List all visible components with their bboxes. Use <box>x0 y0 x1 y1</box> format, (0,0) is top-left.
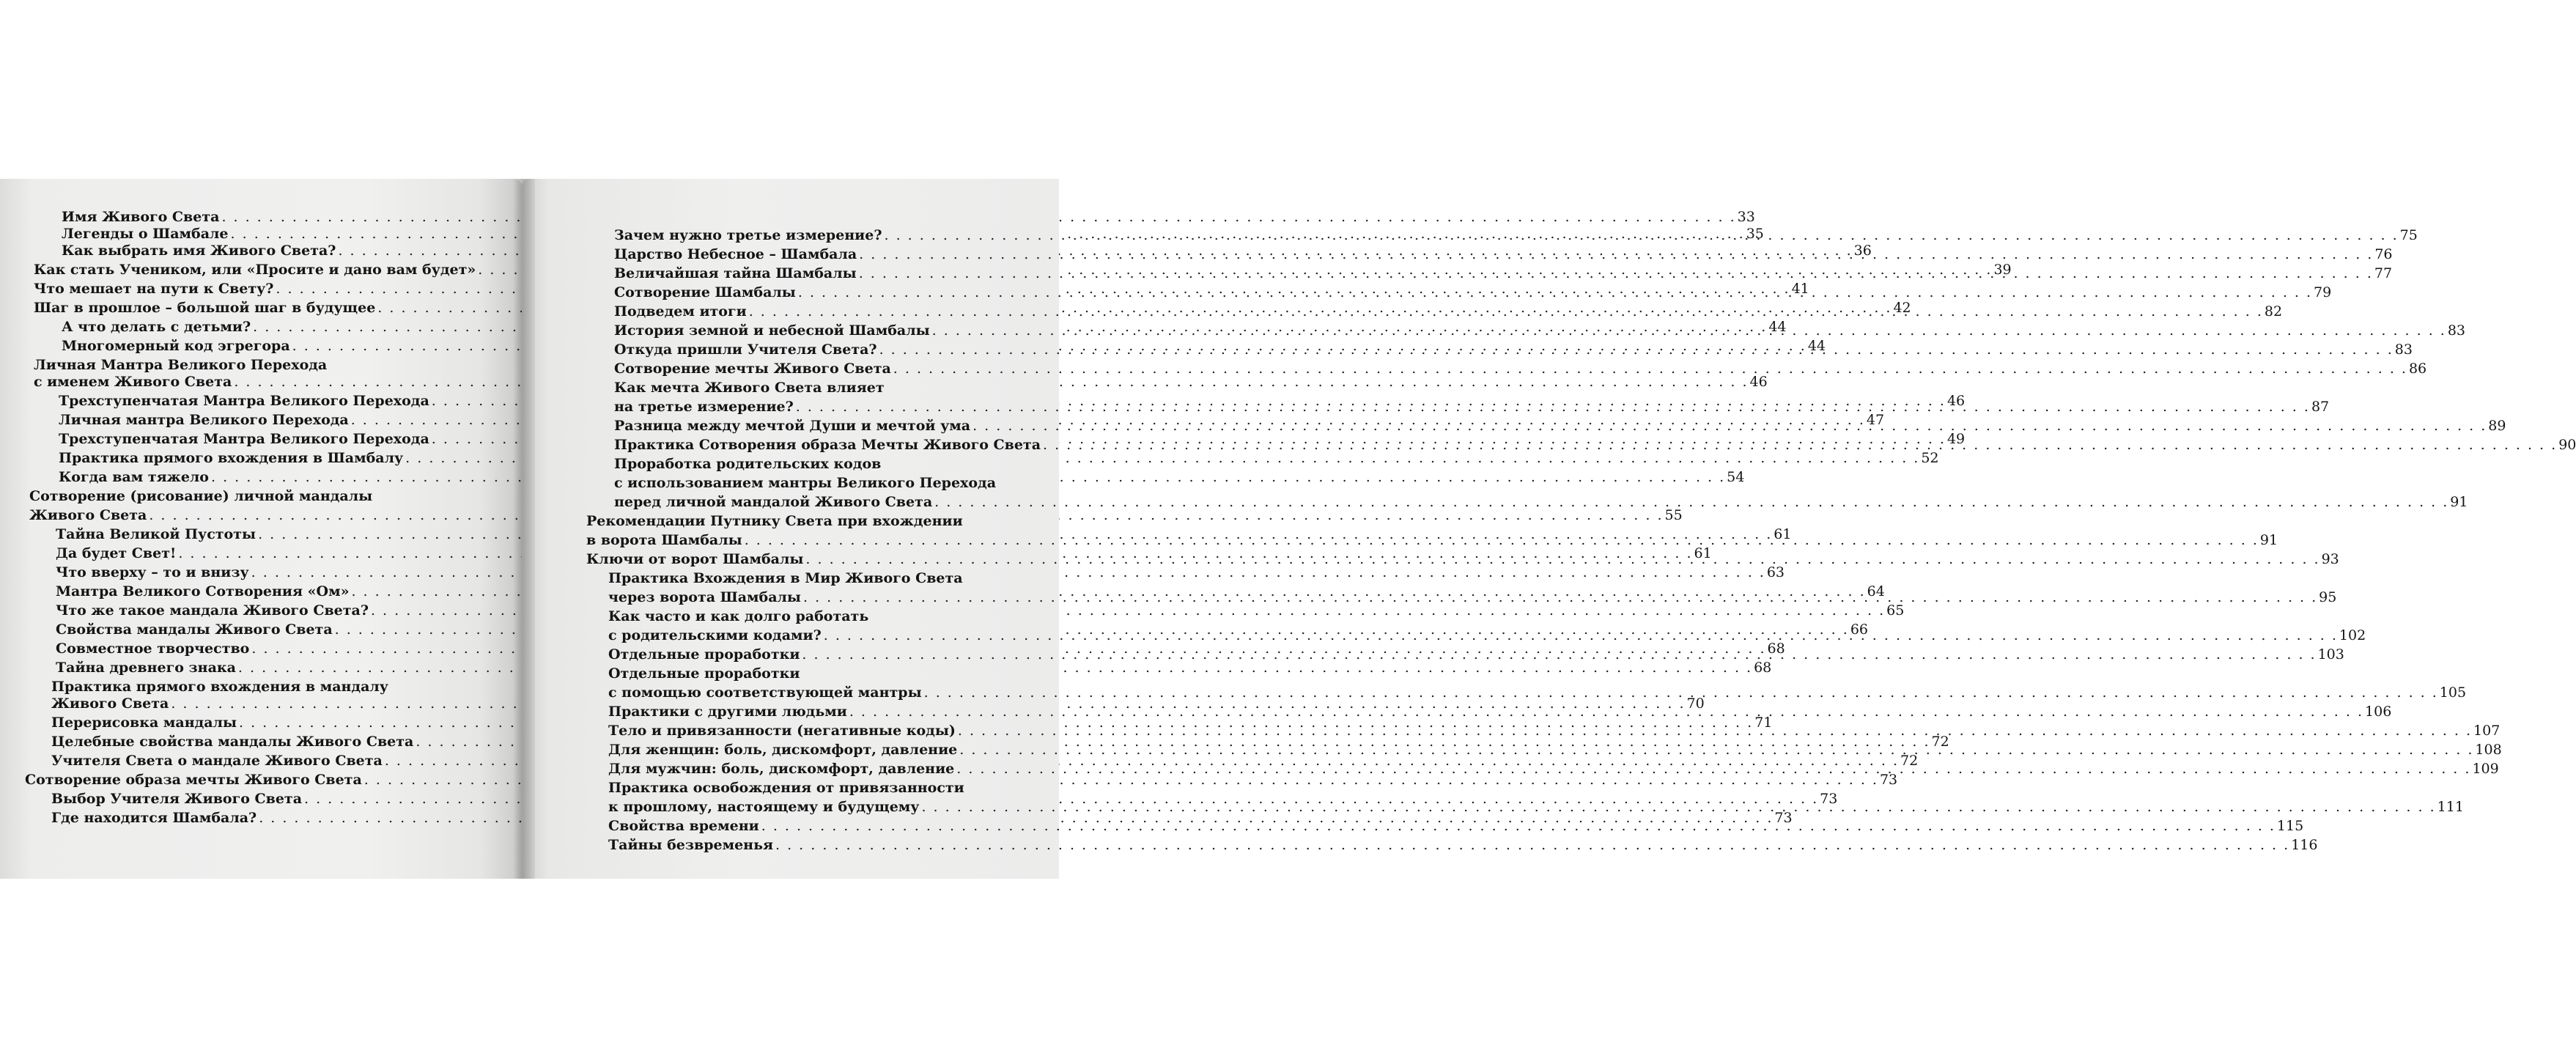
toc-entry <box>614 359 2427 378</box>
toc-entry-page: 54 <box>1727 469 1745 485</box>
dot-leader <box>745 531 2259 550</box>
toc-entry-title: Проработка родительских кодов <box>614 456 882 472</box>
dot-leader <box>775 835 2289 855</box>
toc-entry-title: История земной и небесной Шамбалы <box>614 322 930 339</box>
toc-entry-page: 86 <box>2408 361 2427 377</box>
dot-leader <box>958 721 2472 740</box>
toc-entry-page: 107 <box>2473 723 2501 739</box>
dot-leader <box>885 226 2399 245</box>
dot-leader <box>749 302 2263 321</box>
toc-entry-page: 77 <box>2374 265 2393 281</box>
toc-entry-title: Когда вам тяжело <box>59 469 209 485</box>
toc-entry <box>608 569 963 588</box>
toc-entry <box>614 473 996 492</box>
toc-entry-title: с родительскими кодами? <box>608 627 822 643</box>
toc-entry-title: Живого Света <box>29 507 147 523</box>
toc-entry-title: в ворота Шамбалы <box>586 532 742 548</box>
toc-entry-page: 68 <box>1767 641 1785 657</box>
toc-entry-page: 106 <box>2365 704 2392 720</box>
dot-leader <box>973 416 2487 435</box>
toc-entry-title: Как выбрать имя Живого Света? <box>62 243 336 259</box>
dot-leader <box>934 492 2448 512</box>
dot-leader <box>932 321 2446 340</box>
toc-entry-page: 73 <box>1820 791 1838 807</box>
toc-entry-page: 33 <box>1737 209 1755 225</box>
toc-entry-title: Разница между мечтой Души и мечтой ума <box>614 418 971 434</box>
toc-entry-title: Трехступенчатая Мантра Великого Перехода <box>59 393 429 409</box>
toc-entry-page: 71 <box>1754 715 1773 731</box>
toc-entry-page: 36 <box>1853 243 1872 259</box>
toc-entry-title: Учителя Света о мандале Живого Света <box>51 753 383 769</box>
toc-entry-page: 41 <box>1791 281 1809 297</box>
toc-entry-page: 75 <box>2399 227 2418 243</box>
toc-entry-page: 87 <box>2311 399 2330 415</box>
toc-entry-title: Величайшая тайна Шамбалы <box>614 265 857 281</box>
toc-entry-page: 95 <box>2319 589 2337 605</box>
toc-entry-title: с именем Живого Света <box>34 374 232 390</box>
toc-entry-title: Тело и привязанности (негативные коды) <box>608 723 956 739</box>
toc-entry-title: Практика прямого вхождения в Шамбалу <box>59 450 404 466</box>
toc-entry-title: на третье измерение? <box>614 399 794 415</box>
dot-leader <box>924 683 2438 702</box>
toc-entry-title: Тайна Великой Пустоты <box>56 526 257 542</box>
toc-entry-title: Практика освобождения от привязанности <box>608 780 964 796</box>
toc-entry <box>614 378 885 397</box>
toc-entry-title: Личная мантра Великого Перехода <box>59 412 349 428</box>
toc-entry-title: Для женщин: боль, дискомфорт, давление <box>608 742 958 758</box>
toc-entry-title: Отдельные проработки <box>608 646 800 663</box>
toc-entry-page: 73 <box>1879 772 1898 788</box>
toc-entry-page: 115 <box>2276 818 2304 834</box>
toc-entry-title: Практика Сотворения образа Мечты Живого Света <box>614 437 1041 453</box>
dot-leader <box>805 550 2319 569</box>
toc-entry <box>608 607 868 626</box>
toc-entry-page: 44 <box>1807 338 1826 354</box>
toc-entry-page: 61 <box>1694 545 1712 561</box>
toc-entry-page: 46 <box>1946 393 1966 409</box>
toc-entry-title: Как стать Учеником, или «Просите и дано вам будет» <box>34 262 476 278</box>
toc-entry-title: Тайны безвременья <box>608 837 774 853</box>
toc-entry-title: Выбор Учителя Живого Света <box>51 791 302 807</box>
toc-entry-title: Живого Света <box>51 695 169 712</box>
toc-entry <box>608 664 800 683</box>
toc-entry-page: 91 <box>2450 494 2468 510</box>
toc-entry-title: Царство Небесное – Шамбала <box>614 246 857 262</box>
toc-entry-title: Свойства мандалы Живого Света <box>56 621 333 638</box>
toc-entry-title: Практика Вхождения в Мир Живого Света <box>608 570 963 586</box>
toc-entry-title: Трехступенчатая Мантра Великого Перехода <box>59 431 429 447</box>
toc-entry-title: Сотворение мечты Живого Света <box>614 361 891 377</box>
toc-entry-title: Целебные свойства мандалы Живого Света <box>51 734 414 750</box>
toc-entry-title: Да будет Свет! <box>56 545 177 561</box>
toc-entry-page: 68 <box>1754 660 1772 676</box>
toc-entry-title: Совместное творчество <box>56 641 250 657</box>
toc-entry-title: Сотворение образа мечты Живого Света <box>25 772 362 788</box>
toc-entry-title: через ворота Шамбалы <box>608 589 801 605</box>
dot-leader <box>859 245 2373 264</box>
toc-entry <box>614 492 2468 512</box>
toc-entry-title: Перерисовка мандалы <box>51 715 237 731</box>
toc-entry-title: Для мужчин: боль, дискомфорт, давление <box>608 761 955 777</box>
toc-entry-page: 35 <box>1746 226 1764 242</box>
toc-entry-title: Подведем итоги <box>614 303 747 320</box>
toc-entry <box>608 835 2318 855</box>
toc-entry-title: Отдельные проработки <box>608 665 800 682</box>
toc-entry-page: 82 <box>2264 303 2283 320</box>
dot-leader <box>849 702 2363 721</box>
toc-entry-title: Зачем нужно третье измерение? <box>614 227 882 243</box>
toc-entry-page: 55 <box>1664 507 1683 523</box>
toc-entry-page: 83 <box>2447 322 2466 339</box>
toc-entry-page: 44 <box>1768 319 1787 335</box>
toc-entry <box>586 512 963 531</box>
dot-leader <box>956 759 2470 778</box>
toc-entry-page: 65 <box>1886 602 1905 619</box>
toc-entry-page: 116 <box>2291 837 2318 853</box>
toc-entry-title: Имя Живого Света <box>62 209 220 225</box>
toc-entry-page: 72 <box>1900 753 1919 769</box>
toc-entry-title: Что мешает на пути к Свету? <box>34 281 274 297</box>
toc-entry-page: 61 <box>1774 526 1792 542</box>
dot-leader <box>824 626 2338 645</box>
toc-entry-title: Откуда пришли Учителя Света? <box>614 342 877 358</box>
toc-entry-page: 102 <box>2339 627 2366 643</box>
toc-entry-page: 76 <box>2374 246 2393 262</box>
toc-entry-title: Сотворение Шамбалы <box>614 284 796 300</box>
dot-leader <box>893 359 2407 378</box>
toc-entry-page: 47 <box>1866 412 1885 428</box>
toc-entry-title: Мантра Великого Сотворения «Ом» <box>56 583 350 599</box>
toc-entry-page: 108 <box>2475 742 2502 758</box>
dot-leader <box>859 264 2373 283</box>
dot-leader <box>798 283 2312 302</box>
toc-entry-page: 63 <box>1766 564 1785 580</box>
toc-entry-page: 83 <box>2394 342 2413 358</box>
toc-entry-title: Практики с другими людьми <box>608 704 847 720</box>
toc-entry-page: 49 <box>1946 431 1966 447</box>
toc-entry-page: 105 <box>2439 685 2467 701</box>
toc-entry-page: 72 <box>1931 734 1949 750</box>
toc-entry-title: Что же такое мандала Живого Света? <box>56 602 369 619</box>
dot-leader <box>796 397 2310 416</box>
toc-entry-title: Как мечта Живого Света влияет <box>614 380 885 396</box>
toc-entry-page: 93 <box>2321 551 2339 567</box>
toc-entry-page: 109 <box>2472 761 2499 777</box>
dot-leader <box>959 740 2473 759</box>
dot-leader <box>921 797 2435 816</box>
toc-entry-title: Как часто и как долго работать <box>608 608 869 624</box>
toc-entry-page: 39 <box>1993 262 2012 278</box>
toc-entry-title: к прошлому, настоящему и будущему <box>608 799 920 815</box>
toc-entry-page: 46 <box>1749 374 1768 390</box>
toc-entry-title: А что делать с детьми? <box>62 319 251 335</box>
toc-entry-page: 111 <box>2437 799 2464 815</box>
toc-entry-title: с помощью соответствующей мантры <box>608 685 922 701</box>
toc-entry-title: Шаг в прошлое – большой шаг в будущее <box>34 300 376 316</box>
dot-leader <box>761 816 2276 835</box>
toc-entry-title: Рекомендации Путнику Света при вхождении <box>586 513 963 529</box>
toc-entry-page: 52 <box>1921 450 1939 466</box>
toc-entry-title: Легенды о Шамбале <box>62 226 229 242</box>
dot-leader <box>1043 435 2557 454</box>
dot-leader <box>803 588 2317 607</box>
toc-entry <box>614 454 881 473</box>
toc-entry-page: 66 <box>1850 621 1868 638</box>
toc-entry-page: 90 <box>2558 437 2576 453</box>
toc-entry-page: 73 <box>1774 810 1793 826</box>
toc-entry-page: 91 <box>2259 532 2278 548</box>
toc-entry-title: Ключи от ворот Шамбалы <box>586 551 804 567</box>
toc-entry-title: Где находится Шамбала? <box>51 810 257 826</box>
toc-entry <box>29 487 372 506</box>
toc-entry-title: Личная Мантра Великого Перехода <box>34 357 328 373</box>
toc-entry-title: Сотворение (рисование) личной мандалы <box>29 488 373 504</box>
toc-entry-title: Многомерный код эгрегора <box>62 338 290 354</box>
toc-entry-title: Практика прямого вхождения в мандалу <box>51 679 388 695</box>
dot-leader <box>802 645 2316 664</box>
toc-entry-title: Свойства времени <box>608 818 759 834</box>
book-gutter <box>513 179 535 879</box>
toc-entry-page: 89 <box>2488 418 2506 434</box>
dot-leader <box>879 340 2394 359</box>
toc-entry-title: с использованием мантры Великого Перехода <box>614 475 997 491</box>
toc-entry <box>608 683 2467 702</box>
toc-entry-page: 64 <box>1867 583 1885 599</box>
toc-entry-page: 70 <box>1686 695 1705 712</box>
toc-entry-page: 79 <box>2314 284 2332 300</box>
book-spread <box>0 179 2576 879</box>
toc-entry-title: Тайна древнего знака <box>56 660 236 676</box>
toc-entry-title: Что вверху – то и внизу <box>56 564 249 580</box>
toc-entry-page: 42 <box>1893 300 1911 316</box>
toc-entry-title: перед личной мандалой Живого Света <box>614 494 933 510</box>
toc-entry-page: 103 <box>2317 646 2344 663</box>
toc-entry <box>608 778 964 797</box>
